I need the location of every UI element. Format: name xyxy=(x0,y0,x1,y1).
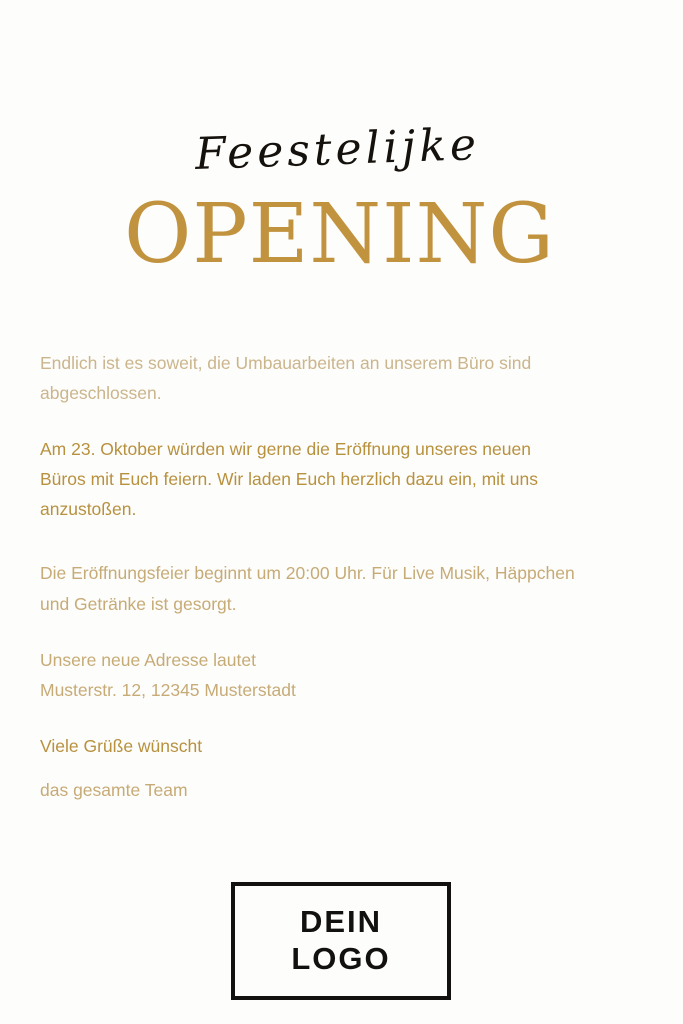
address-value: Musterstr. 12, 12345 Musterstadt xyxy=(40,679,296,700)
paragraph-line: Viele Grüße wünscht xyxy=(40,735,203,756)
script-title: Feestelijke xyxy=(194,119,481,180)
paragraph-address xyxy=(40,645,643,705)
address-label: Unsere neue Adresse lautet xyxy=(40,649,256,670)
paragraph-line: Die Eröffnungsfeier beginnt um 20:00 Uhr. Für Live Musik, Häppchen xyxy=(40,563,575,584)
logo-line-1: DEIN xyxy=(299,904,383,940)
paragraph-line: Endlich ist es soweit, die Umbauarbeiten an unserem Büro sind xyxy=(40,353,532,373)
paragraph-line: Am 23. Oktober würden wir gerne die Eröffnung unseres neuen xyxy=(40,439,531,460)
paragraph-line: abgeschlossen. xyxy=(40,383,162,404)
invitation-header xyxy=(0,0,683,282)
paragraph-details xyxy=(40,558,643,618)
logo-placeholder xyxy=(231,882,451,1000)
paragraph-team xyxy=(40,775,643,805)
paragraph-line: und Getränke ist gesorgt. xyxy=(40,593,237,614)
invitation-body xyxy=(40,348,643,831)
paragraph-intro xyxy=(40,348,643,408)
page-title: OPENING xyxy=(124,187,555,282)
paragraph-signoff xyxy=(40,731,643,761)
paragraph-line: das gesamte Team xyxy=(40,779,188,800)
logo-line-2: LOGO xyxy=(291,941,391,976)
paragraph-line: anzustoßen. xyxy=(40,499,137,520)
paragraph-line: Büros mit Euch feiern. Wir laden Euch herzlich dazu ein, mit uns xyxy=(40,469,538,490)
paragraph-invitation xyxy=(40,434,643,524)
